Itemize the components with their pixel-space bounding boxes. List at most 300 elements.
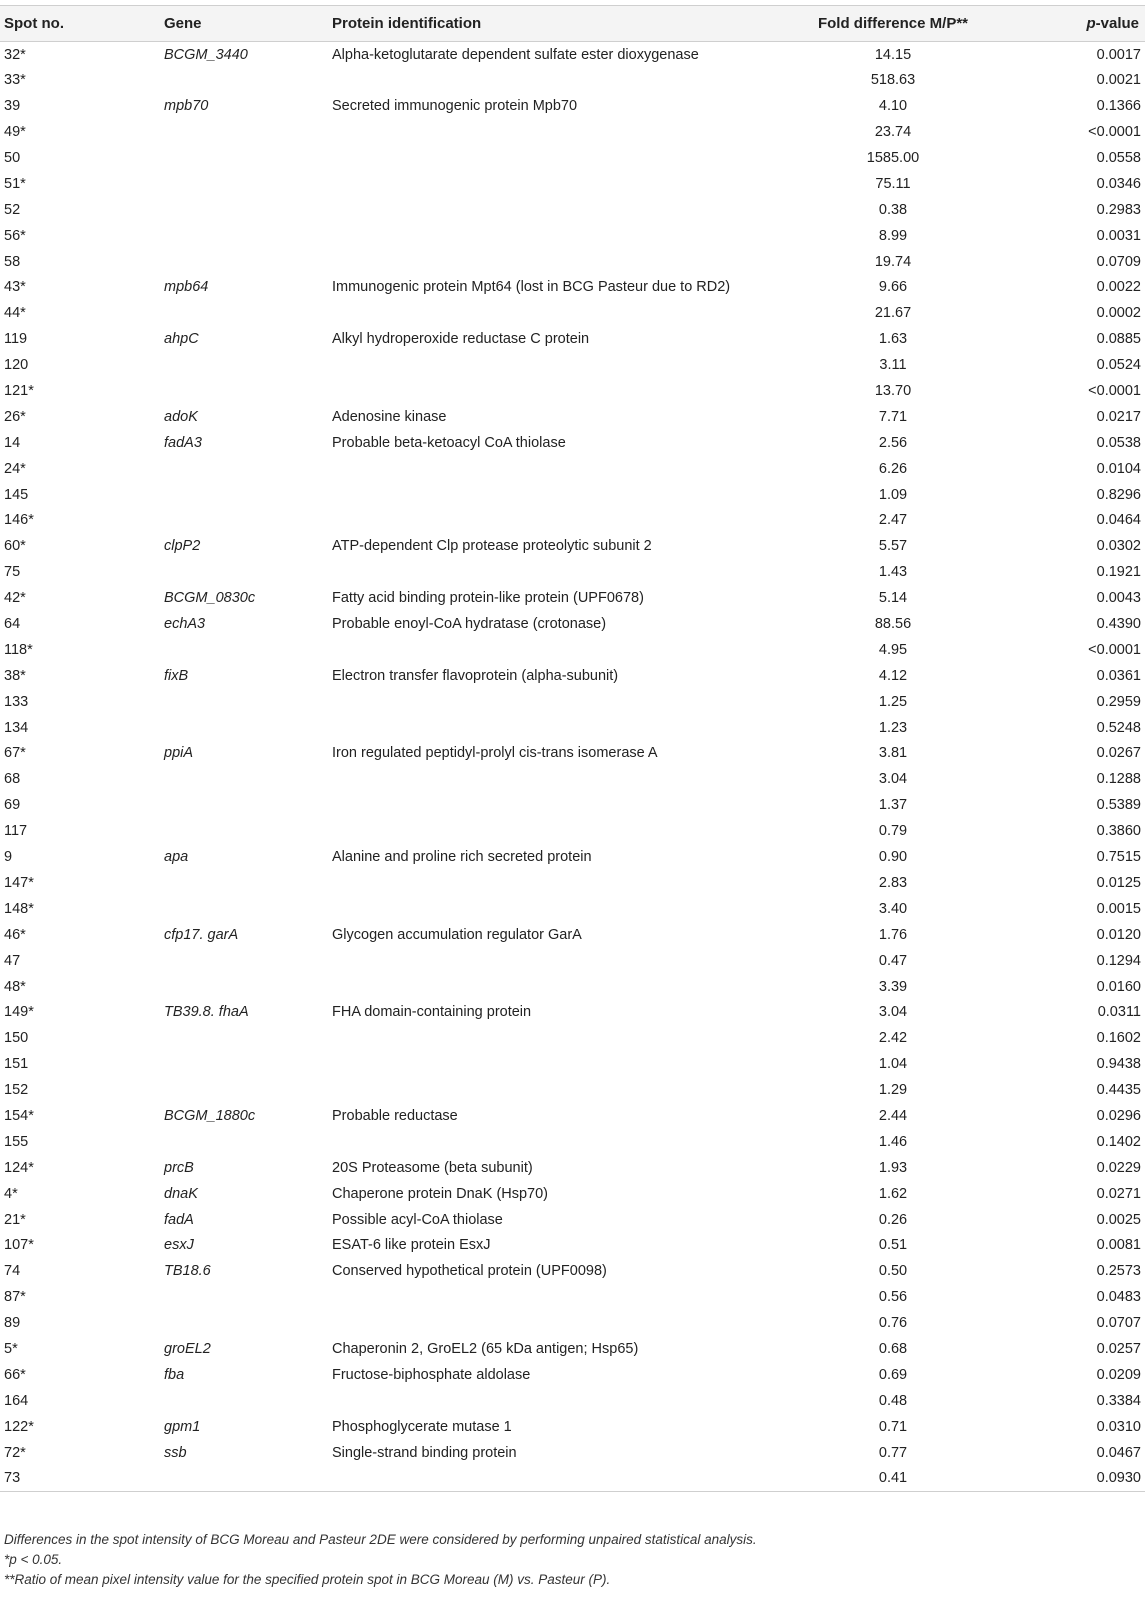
cell-p-value: 0.0081 — [1096, 1237, 1141, 1254]
cell-fold-difference: 13.70 — [874, 383, 912, 400]
table-row — [0, 689, 1145, 715]
cell-spot-no: 51* — [4, 175, 26, 192]
table-row — [0, 1258, 1145, 1284]
cell-fold-difference: 88.56 — [874, 616, 912, 633]
cell-protein-identification — [328, 67, 788, 93]
cell-gene — [160, 896, 328, 922]
table-header — [0, 6, 1145, 42]
cell-protein-identification — [328, 818, 788, 844]
cell-p-value: 0.0346 — [1096, 175, 1141, 192]
table-row — [0, 999, 1145, 1025]
cell-spot-no: 155 — [4, 1133, 29, 1150]
cell-gene: BCGM_3440 — [164, 46, 248, 63]
cell-protein-identification: Conserved hypothetical protein (UPF0098) — [332, 1263, 607, 1280]
cell-gene: cfp17. garA — [164, 926, 239, 943]
cell-p-value: 0.0125 — [1096, 874, 1141, 891]
cell-protein-identification — [328, 948, 788, 974]
cell-fold-difference: 4.95 — [878, 641, 908, 658]
cell-spot-no: 64 — [4, 616, 21, 633]
cell-gene: fadA3 — [164, 434, 202, 451]
cell-spot-no: 26* — [4, 408, 26, 425]
cell-spot-no: 133 — [4, 693, 29, 710]
cell-p-value: 0.0538 — [1096, 434, 1141, 451]
table-row — [0, 766, 1145, 792]
table-row — [0, 508, 1145, 534]
cell-protein-identification: Chaperonin 2, GroEL2 (65 kDa antigen; Hsp65) — [332, 1340, 639, 1357]
table-row — [0, 171, 1145, 197]
cell-protein-identification: Iron regulated peptidyl-prolyl cis-trans isomerase A — [332, 745, 658, 762]
cell-gene — [160, 119, 328, 145]
cell-protein-identification — [328, 1025, 788, 1051]
cell-protein-identification: Fructose-biphosphate aldolase — [332, 1366, 531, 1383]
table-row — [0, 1414, 1145, 1440]
cell-fold-difference: 3.40 — [878, 900, 908, 917]
table-row — [0, 300, 1145, 326]
cell-p-value: 0.0709 — [1096, 253, 1141, 270]
cell-spot-no: 32* — [4, 46, 26, 63]
cell-gene — [160, 1077, 328, 1103]
cell-gene — [160, 171, 328, 197]
table-row — [0, 1440, 1145, 1466]
cell-p-value: 0.1288 — [1096, 771, 1141, 788]
cell-p-value: 0.2573 — [1096, 1263, 1141, 1280]
cell-spot-no: 42* — [4, 590, 26, 607]
cell-spot-no: 5* — [4, 1340, 18, 1357]
cell-spot-no: 69 — [4, 797, 21, 814]
cell-spot-no: 154* — [4, 1107, 34, 1124]
cell-protein-identification — [328, 1129, 788, 1155]
footnote-ratio: **Ratio of mean pixel intensity value for the specified protein spot in BCG Moreau (M) vs. Pasteur (P). — [4, 1572, 611, 1587]
cell-gene — [160, 1129, 328, 1155]
cell-fold-difference: 1.43 — [878, 564, 908, 581]
cell-gene: esxJ — [164, 1237, 194, 1254]
cell-fold-difference: 0.77 — [878, 1444, 908, 1461]
cell-spot-no: 48* — [4, 978, 26, 995]
cell-protein-identification — [328, 249, 788, 275]
cell-gene — [160, 1051, 328, 1077]
cell-protein-identification — [328, 223, 788, 249]
cell-p-value: 0.0467 — [1096, 1444, 1141, 1461]
cell-gene: adoK — [164, 408, 198, 425]
cell-protein-identification — [328, 896, 788, 922]
cell-p-value: 0.0296 — [1096, 1107, 1141, 1124]
cell-protein-identification — [328, 508, 788, 534]
cell-spot-no: 75 — [4, 564, 21, 581]
cell-spot-no: 49* — [4, 124, 26, 141]
cell-p-value: 0.0217 — [1096, 408, 1141, 425]
cell-spot-no: 44* — [4, 305, 26, 322]
cell-spot-no: 152 — [4, 1082, 29, 1099]
table-row — [0, 637, 1145, 663]
cell-spot-no: 147* — [4, 874, 34, 891]
cell-protein-identification: Fatty acid binding protein-like protein (UPF0678) — [332, 590, 644, 607]
table-row — [0, 1284, 1145, 1310]
cell-fold-difference: 0.38 — [878, 201, 908, 218]
table-row — [0, 42, 1145, 68]
table-row — [0, 378, 1145, 404]
cell-spot-no: 14 — [4, 434, 21, 451]
cell-p-value: 0.0025 — [1096, 1211, 1141, 1228]
cell-spot-no: 149* — [4, 1004, 34, 1021]
cell-protein-identification — [328, 689, 788, 715]
cell-p-value: 0.1366 — [1096, 98, 1141, 115]
table-row — [0, 818, 1145, 844]
cell-fold-difference: 1.62 — [878, 1185, 908, 1202]
cell-fold-difference: 6.26 — [878, 460, 908, 477]
cell-fold-difference: 1.93 — [878, 1159, 908, 1176]
cell-fold-difference: 1.46 — [878, 1133, 908, 1150]
cell-protein-identification: ATP-dependent Clp protease proteolytic subunit 2 — [332, 538, 652, 555]
table-row — [0, 922, 1145, 948]
cell-fold-difference: 5.14 — [878, 590, 908, 607]
table-row — [0, 1077, 1145, 1103]
cell-gene: clpP2 — [164, 538, 201, 555]
cell-protein-identification — [328, 119, 788, 145]
cell-protein-identification: Glycogen accumulation regulator GarA — [332, 926, 582, 943]
cell-gene — [160, 300, 328, 326]
table-row — [0, 533, 1145, 559]
footnotes — [4, 1530, 1140, 1590]
cell-protein-identification — [328, 300, 788, 326]
cell-protein-identification: Chaperone protein DnaK (Hsp70) — [332, 1185, 549, 1202]
cell-p-value: 0.0002 — [1096, 305, 1141, 322]
header-p-suffix: -value — [1095, 15, 1139, 32]
table-row — [0, 1129, 1145, 1155]
cell-protein-identification: Probable beta-ketoacyl CoA thiolase — [332, 434, 566, 451]
cell-p-value: 0.5248 — [1096, 719, 1141, 736]
cell-spot-no: 68 — [4, 771, 21, 788]
cell-spot-no: 58 — [4, 253, 21, 270]
cell-fold-difference: 518.63 — [870, 72, 916, 89]
table-row — [0, 1181, 1145, 1207]
cell-p-value: 0.3384 — [1096, 1392, 1141, 1409]
cell-gene — [160, 456, 328, 482]
cell-protein-identification — [328, 1310, 788, 1336]
cell-p-value: 0.0311 — [1097, 1004, 1141, 1021]
cell-gene — [160, 974, 328, 1000]
cell-gene — [160, 766, 328, 792]
cell-spot-no: 148* — [4, 900, 34, 917]
cell-p-value: 0.0017 — [1096, 46, 1141, 63]
table-row — [0, 223, 1145, 249]
cell-spot-no: 39 — [4, 98, 21, 115]
cell-fold-difference: 2.56 — [878, 434, 908, 451]
cell-gene: fba — [164, 1366, 185, 1383]
table-row — [0, 1025, 1145, 1051]
cell-fold-difference: 21.67 — [874, 305, 912, 322]
cell-fold-difference: 0.76 — [878, 1315, 908, 1332]
protein-table — [0, 5, 1145, 1492]
cell-protein-identification: 20S Proteasome (beta subunit) — [332, 1159, 533, 1176]
table-row — [0, 792, 1145, 818]
cell-fold-difference: 0.90 — [878, 849, 908, 866]
cell-fold-difference: 9.66 — [878, 279, 908, 296]
cell-p-value: 0.4435 — [1096, 1082, 1141, 1099]
cell-gene — [160, 378, 328, 404]
cell-protein-identification: Immunogenic protein Mpt64 (lost in BCG Pasteur due to RD2) — [332, 279, 731, 296]
cell-fold-difference: 3.04 — [878, 771, 908, 788]
table-row — [0, 715, 1145, 741]
cell-fold-difference: 2.44 — [878, 1107, 908, 1124]
header-gene: Gene — [160, 6, 328, 42]
cell-fold-difference: 7.71 — [878, 408, 908, 425]
cell-gene — [160, 352, 328, 378]
cell-protein-identification — [328, 637, 788, 663]
cell-fold-difference: 75.11 — [875, 175, 911, 192]
cell-gene: fixB — [164, 667, 189, 684]
cell-gene: apa — [164, 849, 189, 866]
cell-spot-no: 151 — [4, 1056, 29, 1073]
table-row — [0, 1207, 1145, 1233]
cell-p-value: 0.3860 — [1096, 823, 1141, 840]
cell-gene — [160, 223, 328, 249]
cell-spot-no: 117 — [4, 823, 28, 840]
cell-gene — [160, 145, 328, 171]
cell-fold-difference: 4.10 — [878, 98, 908, 115]
table-row — [0, 974, 1145, 1000]
cell-spot-no: 66* — [4, 1366, 26, 1383]
cell-p-value: 0.5389 — [1096, 797, 1141, 814]
cell-protein-identification: Adenosine kinase — [332, 408, 447, 425]
table-row — [0, 430, 1145, 456]
cell-p-value: 0.0229 — [1096, 1159, 1141, 1176]
cell-fold-difference: 0.69 — [878, 1366, 908, 1383]
cell-gene: ahpC — [164, 331, 199, 348]
cell-fold-difference: 19.74 — [874, 253, 912, 270]
cell-gene — [160, 948, 328, 974]
cell-spot-no: 50 — [4, 150, 21, 166]
cell-spot-no: 33* — [4, 72, 26, 89]
cell-fold-difference: 0.79 — [878, 823, 908, 840]
cell-fold-difference: 1.63 — [878, 331, 908, 348]
cell-p-value: 0.0120 — [1096, 926, 1141, 943]
cell-p-value: 0.0043 — [1096, 590, 1141, 607]
cell-gene — [160, 818, 328, 844]
cell-p-value: 0.2959 — [1096, 693, 1141, 710]
table-row — [0, 249, 1145, 275]
cell-protein-identification: Phosphoglycerate mutase 1 — [332, 1418, 512, 1435]
cell-protein-identification — [328, 171, 788, 197]
cell-gene — [160, 197, 328, 223]
cell-spot-no: 164 — [4, 1392, 29, 1409]
cell-protein-identification — [328, 1051, 788, 1077]
cell-fold-difference: 5.57 — [878, 538, 908, 555]
cell-p-value: <0.0001 — [1088, 124, 1141, 141]
cell-fold-difference: 1.09 — [878, 486, 908, 503]
cell-fold-difference: 0.68 — [878, 1340, 908, 1357]
cell-gene — [160, 508, 328, 534]
cell-p-value: 0.1402 — [1096, 1133, 1141, 1150]
table-row — [0, 93, 1145, 119]
cell-fold-difference: 0.56 — [878, 1289, 908, 1306]
cell-fold-difference: 1585.00 — [866, 150, 920, 166]
cell-spot-no: 43* — [4, 279, 26, 296]
cell-gene: ssb — [164, 1444, 187, 1461]
cell-p-value: 0.0524 — [1096, 357, 1141, 374]
cell-spot-no: 73 — [0, 1465, 160, 1491]
header-row — [0, 6, 1145, 42]
table-row — [0, 1336, 1145, 1362]
cell-spot-no: 4* — [4, 1185, 18, 1202]
cell-gene — [160, 1284, 328, 1310]
cell-gene: ppiA — [164, 745, 194, 762]
cell-spot-no: 87* — [4, 1289, 26, 1306]
cell-spot-no: 118* — [4, 641, 33, 658]
cell-protein-identification — [328, 1077, 788, 1103]
cell-p-value: 0.0257 — [1096, 1340, 1141, 1357]
cell-gene: gpm1 — [164, 1418, 201, 1435]
table-row — [0, 404, 1145, 430]
header-p-value — [998, 6, 1145, 42]
cell-gene — [160, 67, 328, 93]
cell-p-value: 0.1294 — [1096, 952, 1141, 969]
cell-p-value: 0.0271 — [1096, 1185, 1141, 1202]
cell-p-value: 0.0310 — [1096, 1418, 1141, 1435]
header-protein-identification: Protein identification — [328, 6, 788, 42]
cell-spot-no: 9 — [4, 849, 13, 866]
table-row — [0, 611, 1145, 637]
cell-fold-difference: 3.39 — [878, 978, 908, 995]
cell-gene — [160, 637, 328, 663]
cell-spot-no: 72* — [4, 1444, 26, 1461]
table-row — [0, 352, 1145, 378]
cell-gene: echA3 — [164, 616, 206, 633]
cell-protein-identification — [328, 715, 788, 741]
cell-protein-identification: Possible acyl-CoA thiolase — [332, 1211, 503, 1228]
cell-gene — [160, 559, 328, 585]
cell-p-value: 0.0021 — [1096, 72, 1141, 89]
cell-protein-identification: Probable enoyl-CoA hydratase (crotonase) — [332, 616, 607, 633]
cell-fold-difference: 3.81 — [878, 745, 908, 762]
cell-gene — [160, 1310, 328, 1336]
table-row — [0, 145, 1145, 171]
cell-gene: mpb70 — [164, 98, 209, 115]
footnote-method: Differences in the spot intensity of BCG Moreau and Pasteur 2DE were considered by performing unpaired statistical analysis. — [4, 1532, 757, 1547]
footnote-significance: *p < 0.05. — [4, 1552, 63, 1567]
cell-fold-difference: 3.11 — [879, 357, 907, 374]
header-fold-difference: Fold difference M/P** — [788, 6, 998, 42]
cell-p-value: 0.0930 — [998, 1465, 1145, 1491]
cell-spot-no: 120 — [4, 357, 29, 374]
table-row — [0, 1103, 1145, 1129]
cell-protein-identification: Single-strand binding protein — [332, 1444, 517, 1461]
cell-spot-no: 119 — [4, 331, 28, 348]
cell-spot-no: 150 — [4, 1030, 29, 1047]
cell-spot-no: 56* — [4, 227, 26, 244]
table-row — [0, 1465, 1145, 1491]
cell-protein-identification: Alpha-ketoglutarate dependent sulfate ester dioxygenase — [332, 46, 699, 63]
cell-protein-identification — [328, 1465, 788, 1491]
cell-p-value: 0.8296 — [1096, 486, 1141, 503]
cell-p-value: 0.7515 — [1096, 849, 1141, 866]
cell-p-value: 0.0015 — [1096, 900, 1141, 917]
cell-fold-difference: 0.51 — [878, 1237, 908, 1254]
table-row — [0, 870, 1145, 896]
table-row — [0, 1051, 1145, 1077]
cell-protein-identification — [328, 1388, 788, 1414]
cell-protein-identification — [328, 378, 788, 404]
cell-protein-identification: Secreted immunogenic protein Mpb70 — [332, 98, 578, 115]
cell-spot-no: 47 — [4, 952, 21, 969]
table-row — [0, 275, 1145, 301]
cell-spot-no: 60* — [4, 538, 26, 555]
cell-gene: mpb64 — [164, 279, 209, 296]
cell-fold-difference: 1.29 — [878, 1082, 908, 1099]
cell-fold-difference: 0.50 — [878, 1263, 908, 1280]
cell-protein-identification — [328, 456, 788, 482]
cell-p-value: 0.0707 — [1096, 1315, 1141, 1332]
cell-p-value: 0.0267 — [1096, 745, 1141, 762]
table-body — [0, 42, 1145, 1492]
table-row — [0, 482, 1145, 508]
cell-fold-difference: 4.12 — [878, 667, 908, 684]
cell-gene — [160, 249, 328, 275]
cell-fold-difference: 1.37 — [878, 797, 908, 814]
cell-gene: BCGM_0830c — [164, 590, 256, 607]
cell-spot-no: 46* — [4, 926, 26, 943]
cell-p-value: 0.0464 — [1096, 512, 1141, 529]
cell-p-value: 0.0483 — [1096, 1289, 1141, 1306]
cell-gene: TB18.6 — [164, 1263, 211, 1280]
cell-p-value: 0.9438 — [1096, 1056, 1141, 1073]
cell-spot-no: 89 — [4, 1315, 21, 1332]
cell-gene: prcB — [164, 1159, 194, 1176]
cell-spot-no: 134 — [4, 719, 29, 736]
table-row — [0, 1155, 1145, 1181]
cell-fold-difference: 2.47 — [878, 512, 908, 529]
cell-gene — [160, 1025, 328, 1051]
cell-fold-difference: 0.41 — [788, 1465, 998, 1491]
cell-fold-difference: 23.74 — [874, 124, 912, 141]
cell-p-value: 0.0361 — [1096, 667, 1141, 684]
table-row — [0, 197, 1145, 223]
cell-gene: dnaK — [164, 1185, 198, 1202]
cell-gene — [160, 792, 328, 818]
cell-spot-no: 121* — [4, 383, 34, 400]
cell-p-value: <0.0001 — [1088, 641, 1141, 658]
cell-gene: BCGM_1880c — [164, 1107, 256, 1124]
cell-p-value: <0.0001 — [1088, 383, 1141, 400]
table-row — [0, 585, 1145, 611]
cell-spot-no: 122* — [4, 1418, 34, 1435]
cell-fold-difference: 2.42 — [878, 1030, 908, 1047]
cell-spot-no: 145 — [4, 486, 29, 503]
cell-protein-identification: Alanine and proline rich secreted protein — [332, 849, 592, 866]
table-row — [0, 559, 1145, 585]
cell-spot-no: 38* — [4, 667, 26, 684]
cell-p-value: 0.0885 — [1096, 331, 1141, 348]
cell-gene — [160, 1465, 328, 1491]
table-row — [0, 844, 1145, 870]
header-p-italic: p — [1086, 15, 1096, 32]
cell-fold-difference: 2.83 — [878, 874, 908, 891]
cell-p-value: 0.0104 — [1096, 460, 1141, 477]
cell-fold-difference: 0.48 — [878, 1392, 908, 1409]
cell-spot-no: 107* — [4, 1237, 34, 1254]
cell-fold-difference: 14.15 — [874, 46, 912, 63]
table-row — [0, 1362, 1145, 1388]
cell-protein-identification — [328, 870, 788, 896]
table-row — [0, 1232, 1145, 1258]
cell-protein-identification: Alkyl hydroperoxide reductase C protein — [332, 331, 590, 348]
cell-gene — [160, 1388, 328, 1414]
table-row — [0, 119, 1145, 145]
cell-fold-difference: 1.23 — [878, 719, 908, 736]
cell-protein-identification: FHA domain-containing protein — [332, 1004, 532, 1021]
cell-protein-identification — [328, 352, 788, 378]
cell-fold-difference: 0.26 — [878, 1211, 908, 1228]
cell-p-value: 0.1921 — [1096, 564, 1141, 581]
